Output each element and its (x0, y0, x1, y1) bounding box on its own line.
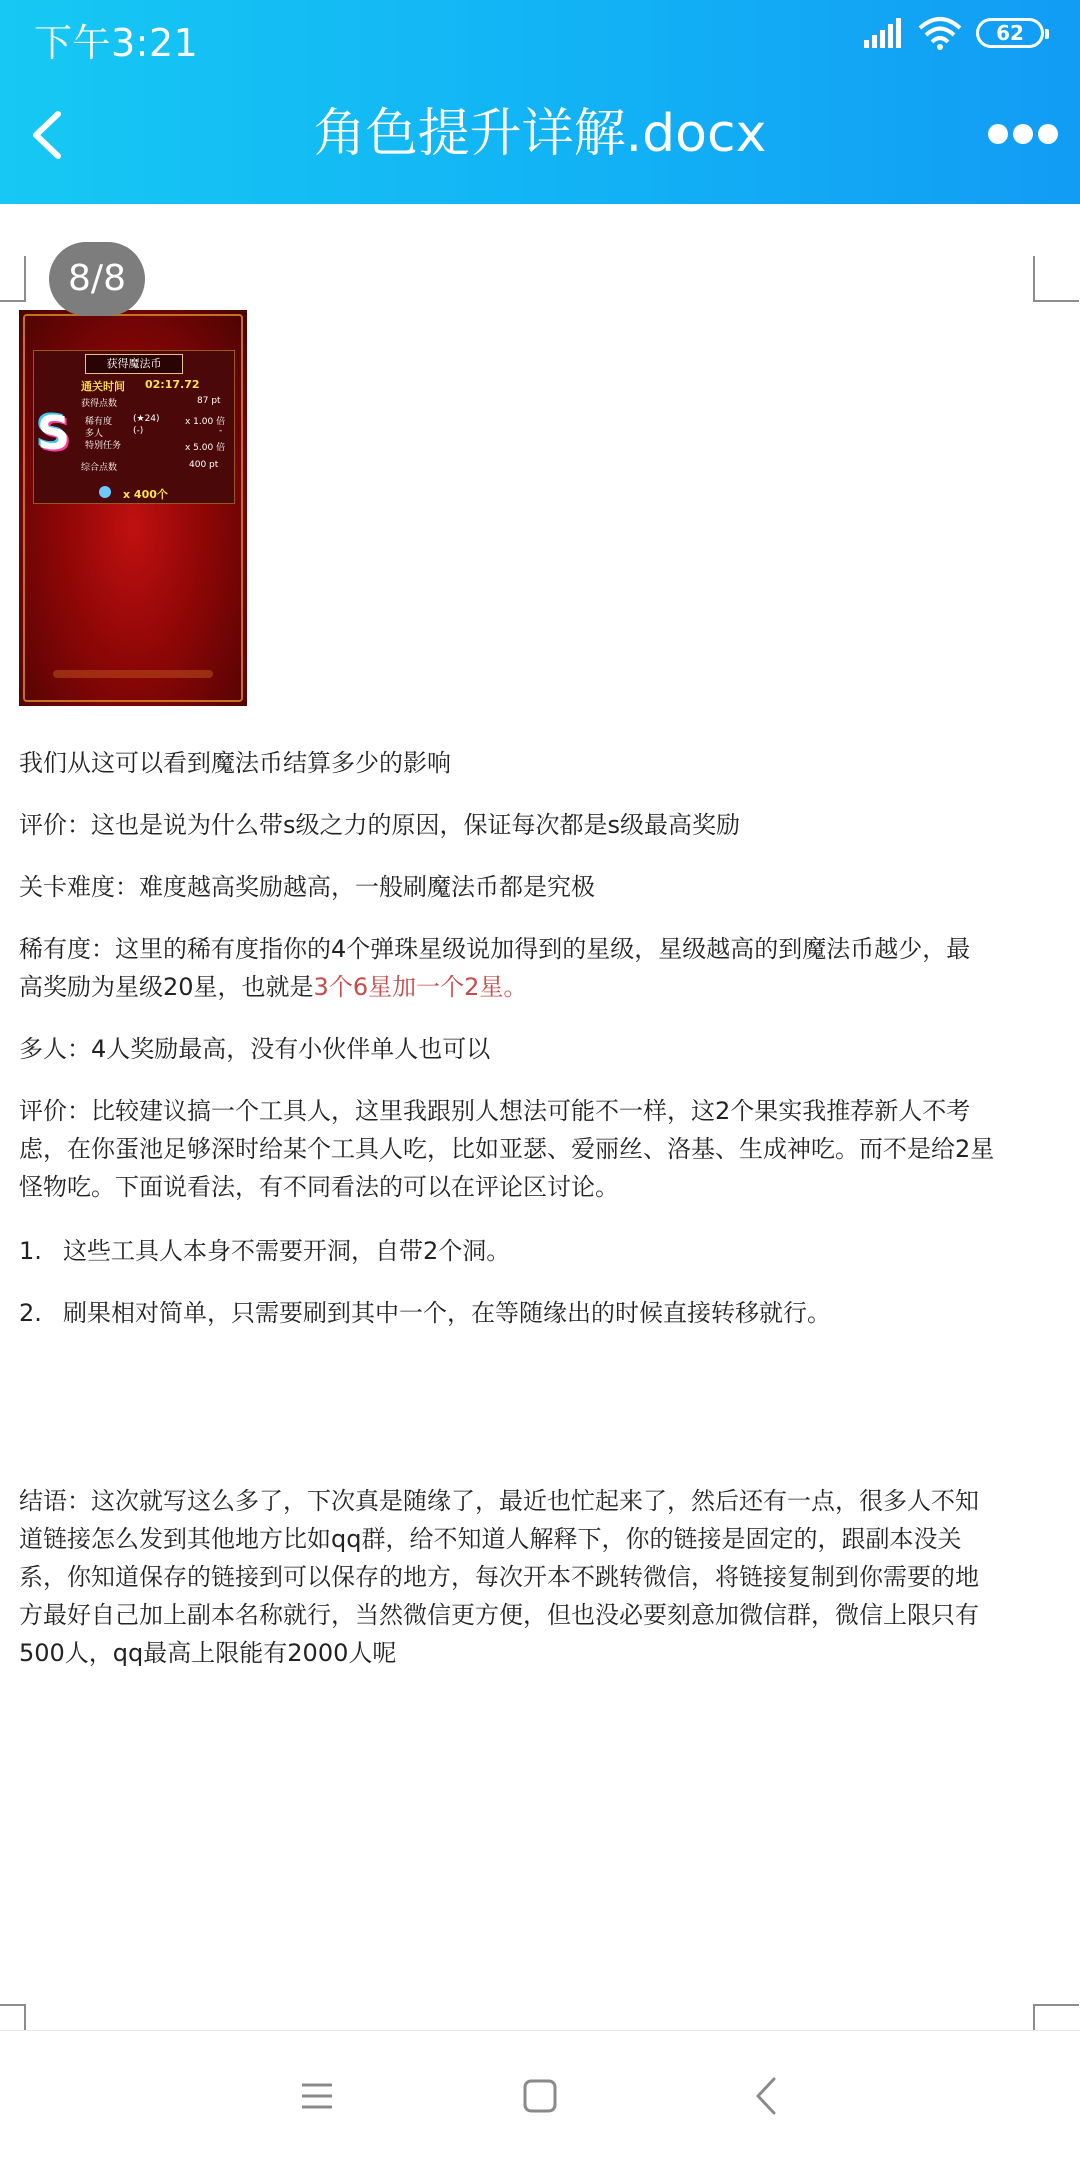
back-arrow-icon[interactable] (22, 102, 78, 168)
paragraph-line: 高奖励为星级20星，也就是3个6星加一个2星。 (19, 973, 528, 1001)
paragraph (19, 1482, 1039, 1672)
document-title: 角色提升详解.docx (313, 104, 767, 164)
rank-badge: S (37, 406, 71, 460)
signal-icon (862, 18, 906, 48)
document-page[interactable] (0, 204, 1080, 2030)
system-nav-bar (0, 2030, 1080, 2161)
home-icon[interactable] (515, 2071, 565, 2121)
paragraph-line: 虑，在你蛋池足够深时给某个工具人吃，比如亚瑟、爱丽丝、洛基、生成神吃。而不是给2星 (19, 1135, 995, 1163)
paragraph-line: 道链接怎么发到其他地方比如qq群，给不知道人解释下，你的链接是固定的，跟副本没关 (19, 1525, 962, 1553)
paragraph-line: 结语：这次就写这么多了，下次真是随缘了，最近也忙起来了，然后还有一点，很多人不知 (19, 1487, 979, 1515)
list-number: 2. (19, 1299, 42, 1327)
wifi-icon (918, 16, 962, 50)
status-time: 下午3:21 (34, 21, 199, 65)
battery-level: 62 (996, 21, 1024, 45)
paragraph: 多人：4人奖励最高，没有小伙伴单人也可以 (19, 1035, 491, 1063)
more-icon[interactable] (988, 122, 1058, 148)
paragraph: 关卡难度：难度越高奖励越高，一般刷魔法币都是究极 (19, 873, 595, 901)
paragraph-line: 怪物吃。下面说看法，有不同看法的可以在评论区讨论。 (19, 1173, 619, 1201)
back-icon[interactable] (742, 2071, 792, 2121)
game-result-image: 获得魔法币 通关时间 02:17.72 获得点数 87 pt S 稀有度 (★24) x 1.00 倍 多人 (-) - 特别任务 x 5.00 倍 综合点数 400 pt x 400个 (19, 310, 247, 706)
highlighted-text: 3个6星加一个2星。 (313, 973, 528, 1001)
paragraph-line: 系，你知道保存的链接到可以保存的地方，每次开本不跳转微信，将链接复制到你需要的地 (19, 1563, 979, 1591)
title-bar (0, 70, 1080, 204)
paragraph-line: 评价：比较建议搞一个工具人，这里我跟别人想法可能不一样，这2个果实我推荐新人不考 (19, 1097, 971, 1125)
paragraph-line: 500人，qq最高上限能有2000人呢 (19, 1639, 397, 1667)
page-corner-mark (0, 256, 26, 302)
paragraph: 我们从这可以看到魔法币结算多少的影响 (19, 749, 451, 777)
paragraph-line: 稀有度：这里的稀有度指你的4个弹珠星级说加得到的星级，星级越高的到魔法币越少，最 (19, 935, 971, 963)
list-item: 2. 刷果相对简单，只需要刷到其中一个，在等随缘出的时候直接转移就行。 (19, 1294, 1039, 1332)
paragraph (19, 1092, 1039, 1206)
magic-coin-icon (99, 486, 111, 498)
status-bar (0, 0, 1080, 70)
page-corner-mark (1033, 256, 1079, 302)
paragraph-line: 方最好自己加上副本名称就行，当然微信更方便，但也没必要刻意加微信群，微信上限只有 (19, 1601, 979, 1629)
paragraph: 评价：这也是说为什么带s级之力的原因，保证每次都是s级最高奖励 (19, 811, 741, 839)
app-header (0, 0, 1080, 204)
list-item: 1. 这些工具人本身不需要开洞，自带2个洞。 (19, 1232, 1039, 1270)
paragraph (19, 930, 1039, 1006)
image-banner: 获得魔法币 (85, 354, 183, 374)
battery-icon (976, 18, 1044, 48)
list-number: 1. (19, 1237, 42, 1265)
page-indicator: 8/8 (49, 242, 145, 316)
menu-icon[interactable] (292, 2071, 342, 2121)
